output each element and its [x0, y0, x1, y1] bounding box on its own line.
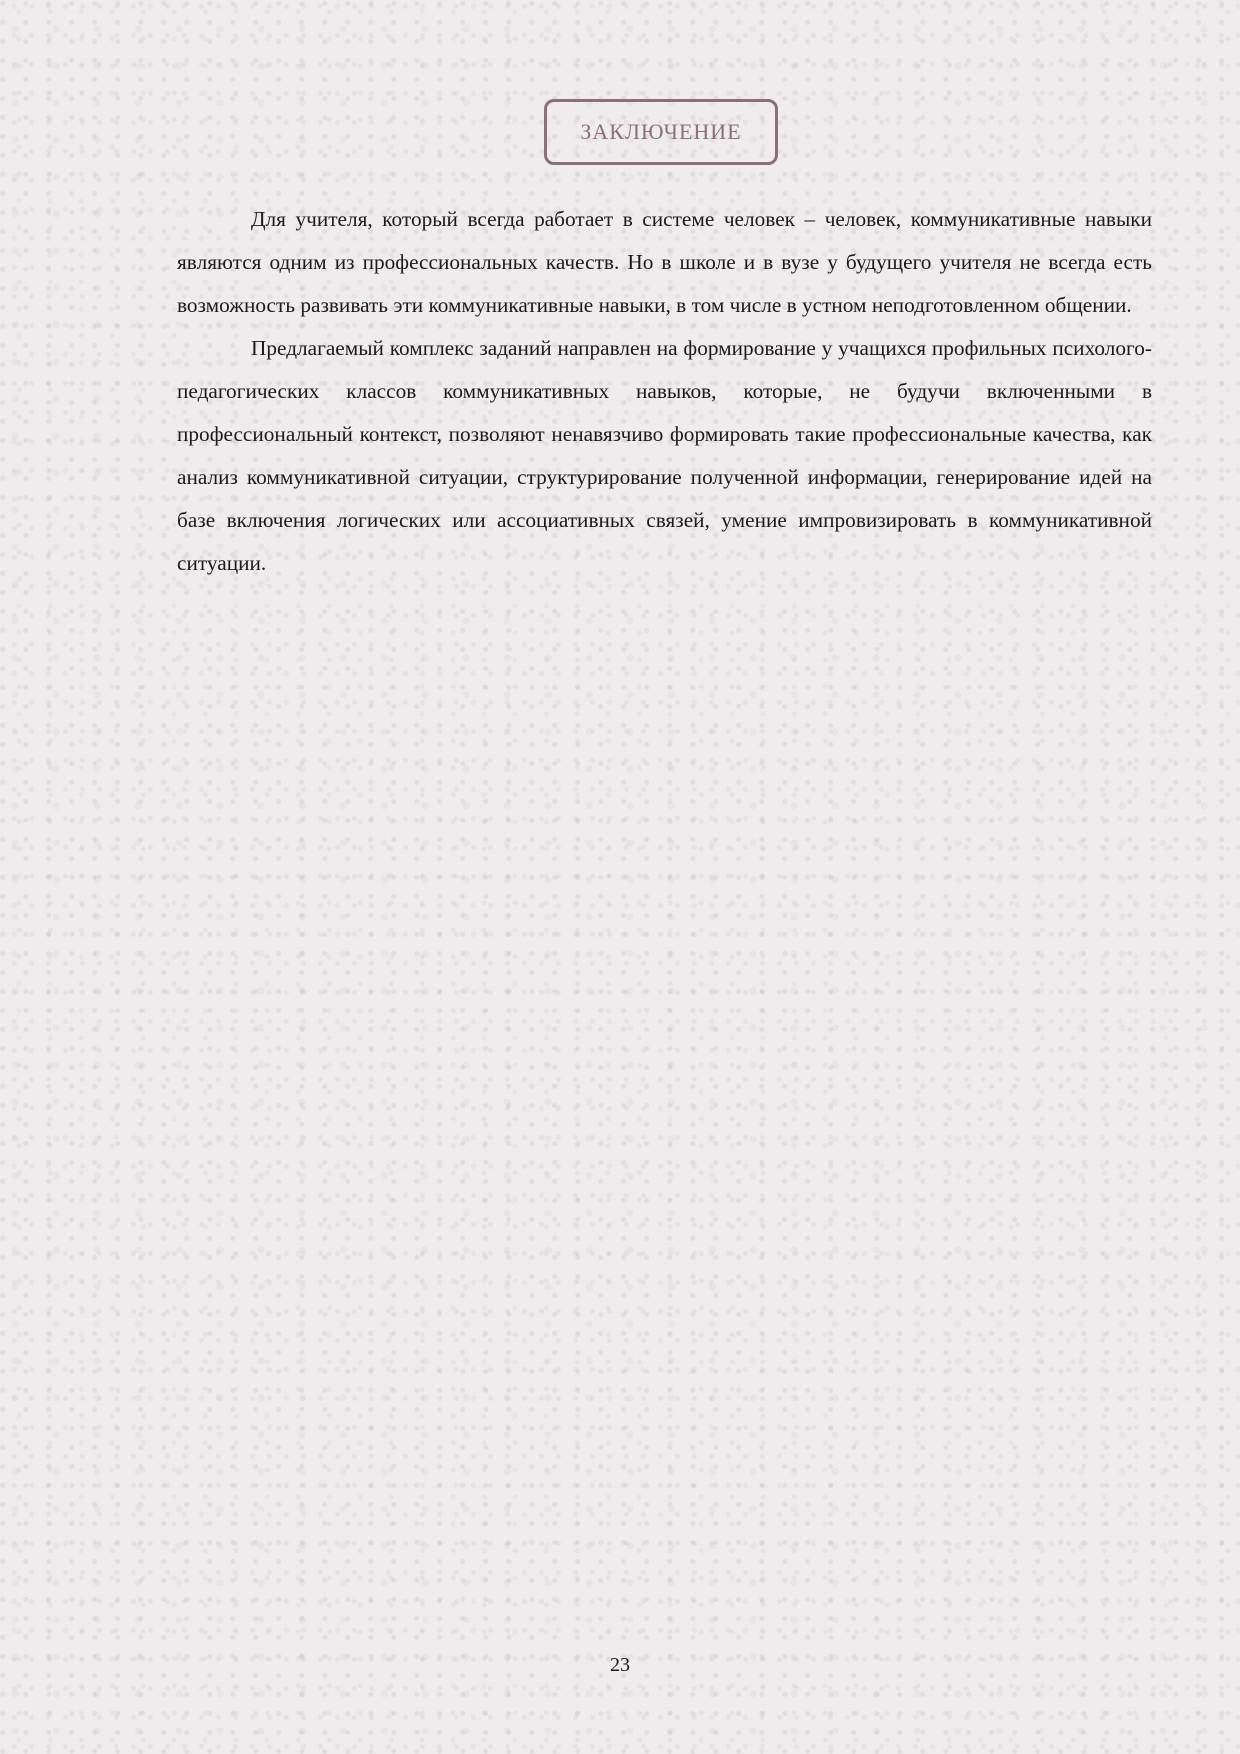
- page-number: 23: [610, 1654, 630, 1676]
- section-heading: ЗАКЛЮЧЕНИЕ: [580, 119, 742, 144]
- body-text: [177, 198, 1152, 585]
- section-heading-frame: [544, 99, 778, 165]
- paragraph-1: Для учителя, который всегда работает в системе человек – человек, коммуникативные навыки являются одним из профессиональных качеств. Но в школе и в вузе у будущего учителя не всегда есть возможность развивать эти коммуникативные навыки, в том числе в устном неподготовленном общении.: [177, 207, 1152, 317]
- paragraph-2: Предлагаемый комплекс заданий направлен на формирование у учащихся профильных психолого-педагогических классов коммуникативных навыков, которые, не будучи включенными в профессиональный контекст, позволяют ненавязчиво формировать такие профессиональные качества, как анализ коммуникативной ситуации, структурирование полученной информации, генерирование идей на базе включения логических или ассоциативных связей, умение импровизировать в коммуникативной ситуации.: [177, 336, 1152, 575]
